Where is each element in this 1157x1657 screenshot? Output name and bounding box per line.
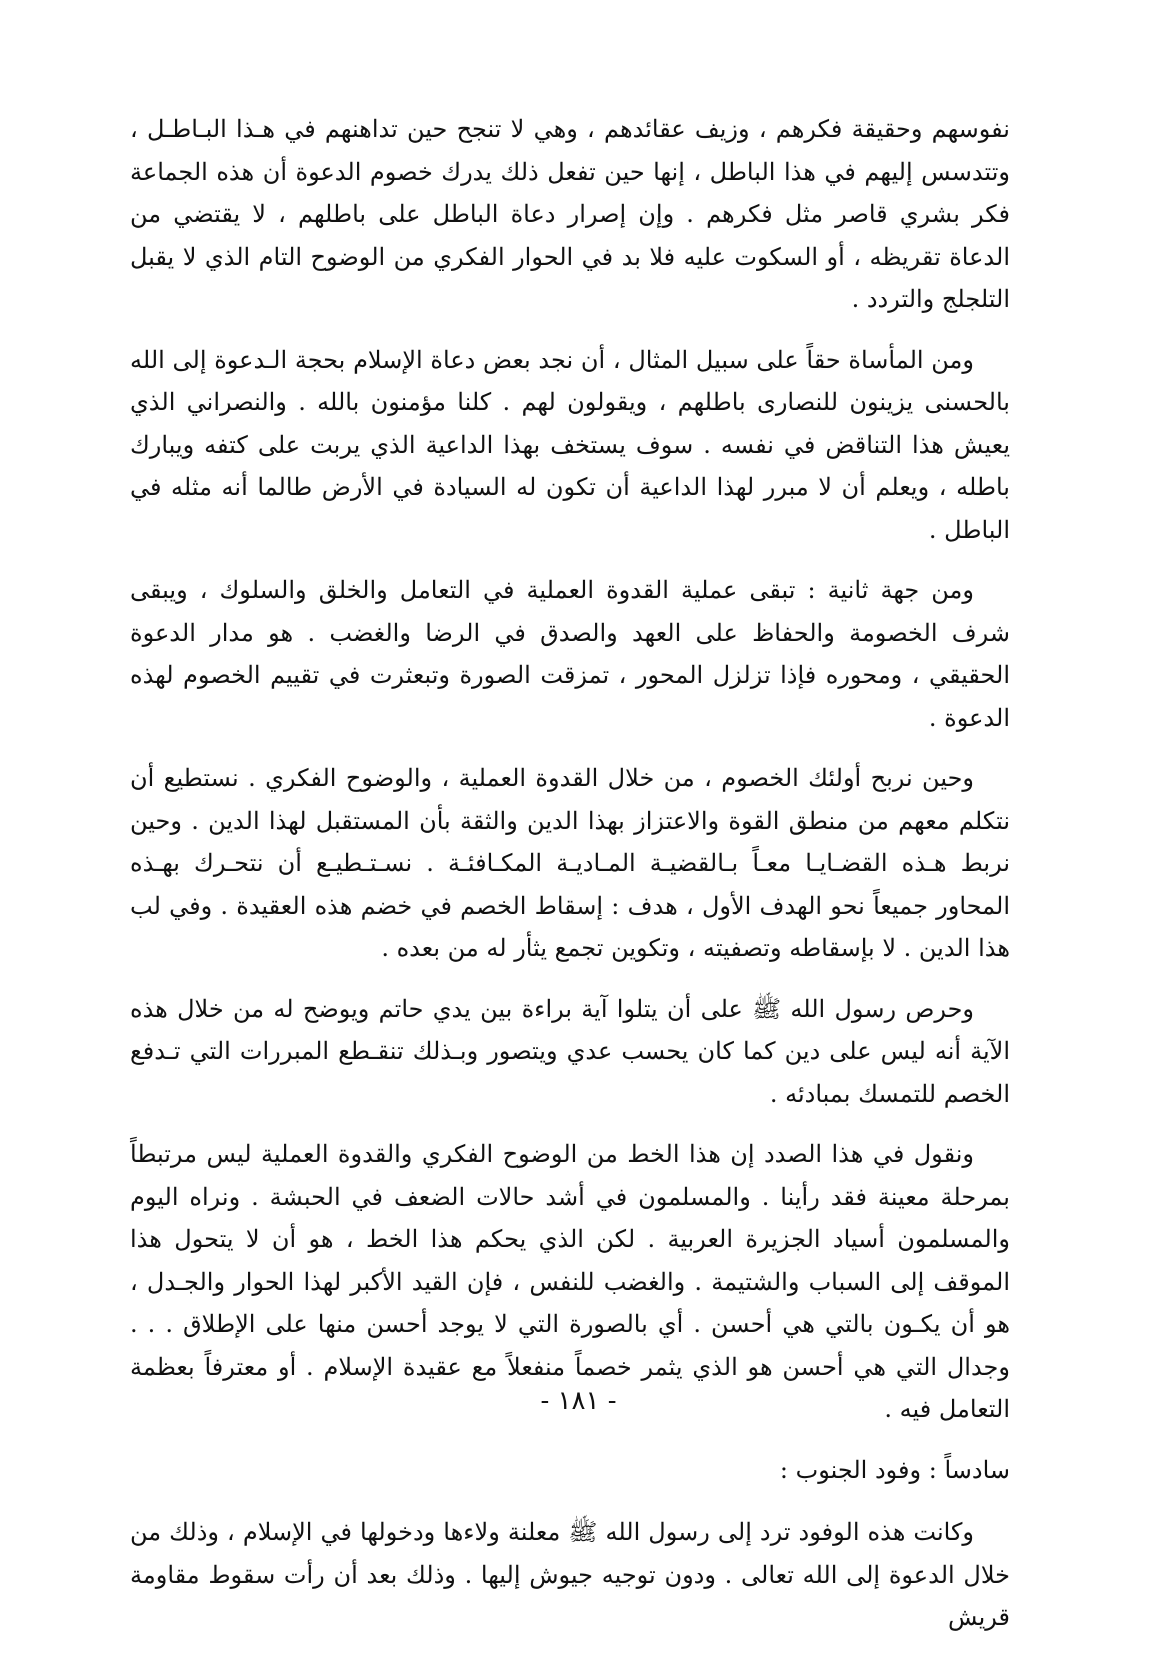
paragraph-2: ومن المأساة حقاً على سبيل المثال ، أن نجد بعض دعاة الإسلام بحجة الـدعوة إلى الله بالحسنى يزينون للنصارى باطلهم ، ويقولون لهم . كلنا مؤمنون بالله . والنصراني الذي يعيش هذا التناقض في نفسه . سوف يستخف بهذا الداعية الذي يربت على كتفه ويبارك باطله ، ويعلم أن لا مبرر لهذا الداعية أن تكون له السيادة في الأرض طالما أنه مثله في الباطل . [130, 345, 1010, 544]
paragraph-6: ونقول في هذا الصدد إن هذا الخط من الوضوح الفكري والقدوة العملية ليس مرتبطاً بمرحلة معينة فقد رأينا . والمسلمون في أشد حالات الضعف في الحبشة . ونراه اليوم والمسلمون أسياد الجزيرة العربية . لكن الذي يحكم هذا الخط ، هو أن لا يتحول هذا الموقف إلى السباب والشتيمة . والغضب للنفس ، فإن القيد الأكبر لهذا الحوار والجـدل ، هو أن يكـون بالتي هي أحسن . أي بالصورة التي لا يوجد أحسن منها على الإطلاق . . . وجدال التي هي أحسن هو الذي يثمر خصماً منفعلاً مع عقيدة الإسلام . أو معترفاً بعظمة التعامل فيه . [130, 1140, 1010, 1423]
paragraph-1: نفوسهم وحقيقة فكرهم ، وزيف عقائدهم ، وهي لا تنجح حين تداهنهم في هـذا البـاطـل ، وتتدسس إليهم في هذا الباطل ، إنها حين تفعل ذلك يدرك خصوم الدعوة أن هذه الجماعة فكر بشري قاصر مثل فكرهم . وإن إصرار دعاة الباطل على باطلهم ، لا يقتضي من الدعاة تقريظه ، أو السكوت عليه فلا بد في الحوار الفكري من الوضوح التام الذي لا يقبل التلجلج والتردد . [130, 115, 1010, 313]
paragraph-4: وحين نربح أولئك الخصوم ، من خلال القدوة العملية ، والوضوح الفكري . نستطيع أن نتكلم معهم من منطق القوة والاعتزاز بهذا الدين والثقة بأن المستقبل لهذا الدين . وحين نربط هـذه القضـايـا معـاً بـالقضيـة المـاديـة المكـافئـة . نسـتـطيـع أن نتحـرك بهـذه المحاور جميعاً نحو الهدف الأول ، هدف : إسقاط الخصم في خضم هذه العقيدة . وفي لب هذا الدين . لا بإسقاطه وتصفيته ، وتكوين تجمع يثأر له من بعده . [130, 764, 1010, 962]
paragraph-3: ومن جهة ثانية : تبقى عملية القدوة العملية في التعامل والخلق والسلوك ، ويبقى شرف الخصومة والحفاظ على العهد والصدق في الرضا والغضب . هو مدار الدعوة الحقيقي ، ومحوره فإذا تزلزل المحور ، تمزقت الصورة وتبعثرت في تقييم الخصوم لهذه الدعوة . [130, 576, 1010, 732]
page-body [130, 108, 1010, 1657]
section-heading: سادساً : وفود الجنوب : [779, 1455, 1010, 1484]
page-number: - ١٨١ - [540, 1386, 617, 1416]
paragraph-5: وحرص رسول الله ﷺ على أن يتلوا آية براءة بين يدي حاتم ويوضح له من خلال هذه الآية أنه ليس على دين كما كان يحسب عدي ويتصور وبـذلك تنقـطع المبررات التي تـدفع الخصم للتمسك بمبادئه . [130, 994, 1010, 1108]
paragraph-7: وكانت هذه الوفود ترد إلى رسول الله ﷺ معلنة ولاءها ودخولها في الإسلام ، وذلك من خلال الدعوة إلى الله تعالى . ودون توجيه جيوش إليها . وذلك بعد أن رأت سقوط مقاومة قريش [130, 1518, 1010, 1631]
